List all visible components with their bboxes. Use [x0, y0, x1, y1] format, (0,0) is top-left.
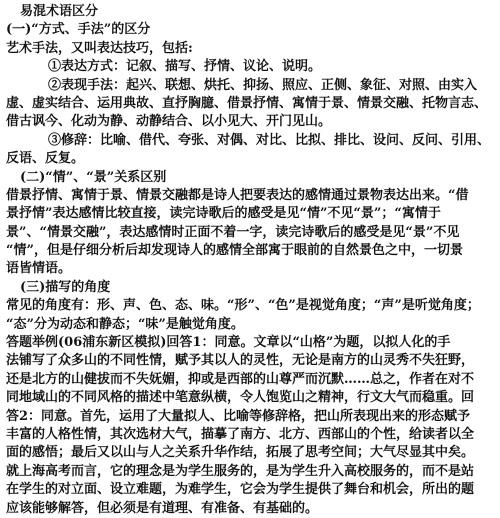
doc-line: 景”、“情景交融”，表达感情时正面不着一字，读完诗歌后的感受是见“景”不见 — [6, 224, 460, 240]
doc-line: 丰富的人格性情，其次选材大气，描摹了南方、北方、西部山的个性，给读者以全 — [6, 426, 475, 442]
doc-line: ②表现手法：起兴、联想、烘托、抑扬、照应、正侧、象征、对照、由实入 — [48, 77, 478, 93]
doc-line: 法铺写了众多山的不同性情，赋予其以人的灵性，无论是南方的山灵秀不失狂野， — [6, 353, 475, 369]
doc-line: 答题举例(06浦东新区模拟)回答1：同意。文章以“山格”为题，以拟人化的手 — [6, 335, 451, 351]
doc-line: 答2：同意。首先，运用了大量拟人、比喻等修辞格，把山所表现出来的形态赋予 — [6, 408, 471, 424]
doc-line: 就上海高考而言，它的理念是为学生服务的，是为学生升入高校服务的，而不是站 — [6, 463, 475, 479]
doc-line: “态”分为动态和静态；“味”是触觉角度。 — [6, 316, 244, 332]
doc-line: “情”，但是仔细分析后却发现诗人的感情全部寓于眼前的自然景色之中，一切景 — [6, 243, 463, 259]
doc-line: (一)“方式、手法”的区分 — [6, 22, 151, 38]
doc-line: 在学生的对立面、设立难题，为难学生，它会为学生提供了舞台和机会，所出的题 — [6, 482, 475, 498]
doc-line: 应该能够解答，但必须是有道理、有准备、有基础的。 — [6, 500, 319, 516]
doc-line: 还是北方的山健拔而不失妩媚，抑或是西部的山尊严而沉默……总之，作者在对不 — [6, 371, 475, 387]
doc-line: 艺术手法，又叫表达技巧，包括: — [6, 40, 193, 56]
doc-line: ①表达方式：记叙、描写、抒情、议论、说明。 — [48, 59, 322, 75]
doc-line: ③修辞：比喻、借代、夸张、对偶、对比、比拟、排比、设问、反问、引用、 — [48, 132, 491, 148]
doc-line: 面的感悟；最后又以山与人之关系升华作结，拓展了思考空间；大气尽显其中矣。 — [6, 445, 475, 461]
doc-line: (二)“情”、“景”关系区别 — [20, 169, 167, 185]
doc-line: 反语、反复。 — [6, 151, 85, 167]
doc-line: 借古讽今、化动为静、动静结合、以小见大、开门见山。 — [6, 114, 332, 130]
doc-line: 易混术语区分 — [20, 4, 99, 19]
doc-line: 虚、虚实结合、运用典故、直抒胸臆、借景抒情、寓情于景、情景交融、托物言志、 — [6, 95, 488, 111]
doc-line: (三)描写的角度 — [20, 279, 111, 295]
doc-line: 同地域山的不同风格的描述中笔意纵横，令人饱览山之精神，行文大气而稳重。回 — [6, 390, 475, 406]
doc-line: 常见的角度有：形、声、色、态、味。“形”、“色”是视觉角度；“声”是听觉角度； — [6, 298, 480, 314]
doc-line: 借景抒情、寓情于景、情景交融都是诗人把要表达的感情通过景物表达出来。“借 — [6, 187, 469, 203]
doc-line: 景抒情”表达感情比较直接，读完诗歌后的感受是见“情”不见“景”；“寓情于 — [6, 206, 441, 222]
doc-line: 语皆情语。 — [6, 261, 72, 277]
